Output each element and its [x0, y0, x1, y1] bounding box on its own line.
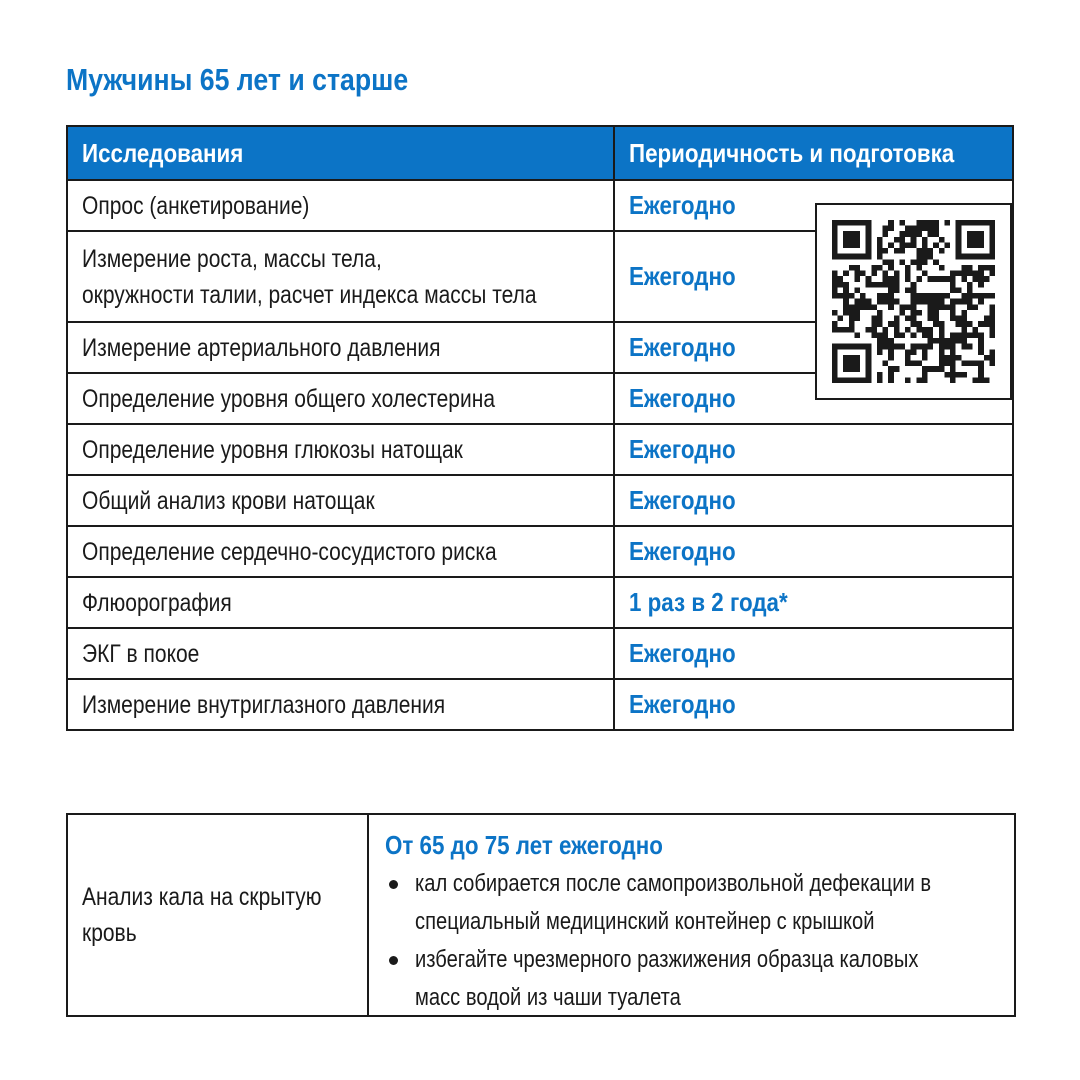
page-title: Мужчины 65 лет и старше	[66, 62, 409, 97]
test-name: Определение уровня глюкозы натощак	[67, 424, 614, 475]
stool-test-instructions	[385, 865, 1029, 1017]
test-frequency: Ежегодно	[614, 475, 1013, 526]
test-name: Флюорография	[67, 577, 614, 628]
test-frequency: Ежегодно	[614, 679, 1013, 730]
table-row	[67, 577, 1013, 628]
test-frequency: Ежегодно	[614, 322, 1013, 373]
table-row	[67, 475, 1013, 526]
test-name: Определение уровня общего холестерина	[67, 373, 614, 424]
header-tests: Исследования	[67, 126, 614, 180]
test-frequency: Ежегодно	[614, 526, 1013, 577]
test-name: Опрос (анкетирование)	[67, 180, 614, 231]
qr-code-graphic	[832, 220, 995, 383]
table-row	[67, 679, 1013, 730]
stool-test-name: Анализ кала на скрытую кровь	[68, 815, 369, 1015]
table-row	[67, 424, 1013, 475]
table-row	[67, 628, 1013, 679]
test-name: Общий анализ крови натощак	[67, 475, 614, 526]
test-name: ЭКГ в покое	[67, 628, 614, 679]
table-header-row	[67, 126, 1013, 180]
list-item: кал собирается после самопроизвольной дефекации в специальный медицинский контейнер с крышкой	[385, 865, 1029, 941]
stool-test-frequency: От 65 до 75 лет ежегодно	[385, 830, 663, 860]
test-name: Определение сердечно-сосудистого риска	[67, 526, 614, 577]
test-frequency: Ежегодно	[614, 424, 1013, 475]
qr-code-icon[interactable]	[815, 203, 1012, 400]
test-frequency: Ежегодно	[614, 373, 1013, 424]
test-frequency: Ежегодно	[614, 180, 1013, 231]
test-frequency: Ежегодно	[614, 628, 1013, 679]
test-frequency: Ежегодно	[614, 231, 1013, 322]
table-row	[67, 526, 1013, 577]
test-name: Измерение артериального давления	[67, 322, 614, 373]
bullet-icon	[389, 880, 398, 889]
stool-test-box	[66, 813, 1016, 1017]
bullet-icon	[389, 956, 398, 965]
list-item: избегайте чрезмерного разжижения образца каловых масс водой из чаши туалета	[385, 941, 1029, 1017]
test-name: Измерение внутриглазного давления	[67, 679, 614, 730]
stool-test-details	[369, 815, 1043, 1015]
test-name: Измерение роста, массы тела, окружности талии, расчет индекса массы тела	[67, 231, 614, 322]
test-frequency: 1 раз в 2 года*	[614, 577, 1013, 628]
header-frequency: Периодичность и подготовка	[614, 126, 1013, 180]
